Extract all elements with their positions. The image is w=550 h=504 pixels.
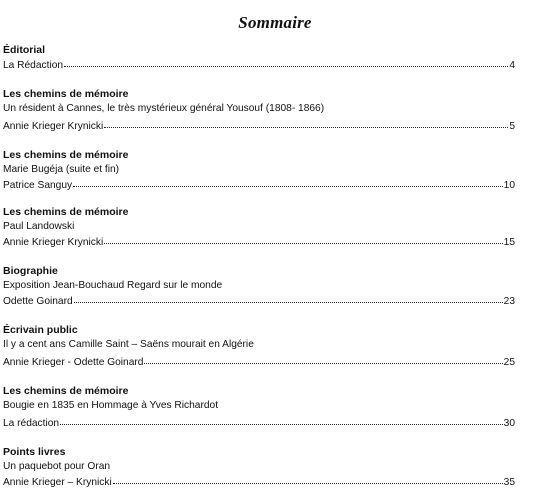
entry-author: Patrice Sanguy [3, 180, 73, 191]
page-number: 15 [503, 237, 515, 248]
entry-title: Il y a cent ans Camille Saint – Saëns mourait en Algérie [3, 339, 254, 350]
section-heading: Les chemins de mémoire [3, 149, 129, 161]
entry-author: La Rédaction [3, 60, 64, 71]
page-number: 5 [509, 121, 515, 132]
toc-entry[interactable] [3, 354, 515, 369]
page-title: Sommaire [238, 13, 312, 32]
page-number: 25 [503, 357, 515, 368]
dot-leader [104, 233, 502, 244]
dot-leader [73, 176, 503, 187]
section-heading: Les chemins de mémoire [3, 206, 129, 218]
page-number: 35 [503, 477, 515, 488]
section-heading: Points livres [3, 446, 66, 458]
dot-leader [64, 56, 508, 67]
toc-section [3, 264, 515, 308]
entry-title: Bougie en 1835 en Hommage à Yves Richardot [3, 400, 219, 411]
entry-author: La rédaction [3, 418, 60, 429]
toc-entry[interactable] [3, 293, 515, 308]
toc-section [3, 384, 515, 430]
entry-title: Exposition Jean-Bouchaud Regard sur le monde [3, 280, 223, 291]
dot-leader [74, 292, 503, 303]
entry-title: Marie Bugéja (suite et fin) [3, 164, 120, 175]
toc-section [3, 323, 515, 369]
section-heading: Écrivain public [3, 324, 78, 336]
entry-author: Annie Krieger Krynicki [3, 121, 104, 132]
toc-section [3, 445, 515, 489]
entry-author: Annie Krieger Krynicki [3, 237, 104, 248]
toc-entry[interactable] [3, 177, 515, 192]
toc-section [3, 87, 515, 133]
toc-entry[interactable] [3, 57, 515, 72]
page-number: 23 [503, 296, 515, 307]
dot-leader [60, 414, 503, 425]
entry-title: Un résident à Cannes, le très mystérieux général Yousouf (1808- 1866) [3, 103, 325, 114]
entry-author: Annie Krieger - Odette Goinard [3, 357, 144, 368]
table-of-contents [3, 43, 515, 504]
toc-section [3, 43, 515, 72]
section-heading: Biographie [3, 265, 58, 277]
toc-section [3, 205, 515, 249]
dot-leader [144, 353, 502, 364]
page-number: 30 [503, 418, 515, 429]
toc-entry[interactable] [3, 234, 515, 249]
section-heading: Les chemins de mémoire [3, 385, 129, 397]
page-number: 10 [503, 180, 515, 191]
dot-leader [104, 117, 508, 128]
entry-author: Odette Goinard [3, 296, 73, 307]
dot-leader [113, 473, 503, 484]
toc-entry[interactable] [3, 415, 515, 430]
entry-title: Paul Landowski [3, 221, 75, 232]
entry-title: Un paquebot pour Oran [3, 461, 111, 472]
toc-entry[interactable] [3, 474, 515, 489]
page-number: 4 [509, 60, 515, 71]
section-heading: Éditorial [3, 44, 46, 56]
toc-section [3, 148, 515, 192]
entry-author: Annie Krieger – Krynicki [3, 477, 112, 488]
section-heading: Les chemins de mémoire [3, 88, 129, 100]
toc-entry[interactable] [3, 118, 515, 133]
